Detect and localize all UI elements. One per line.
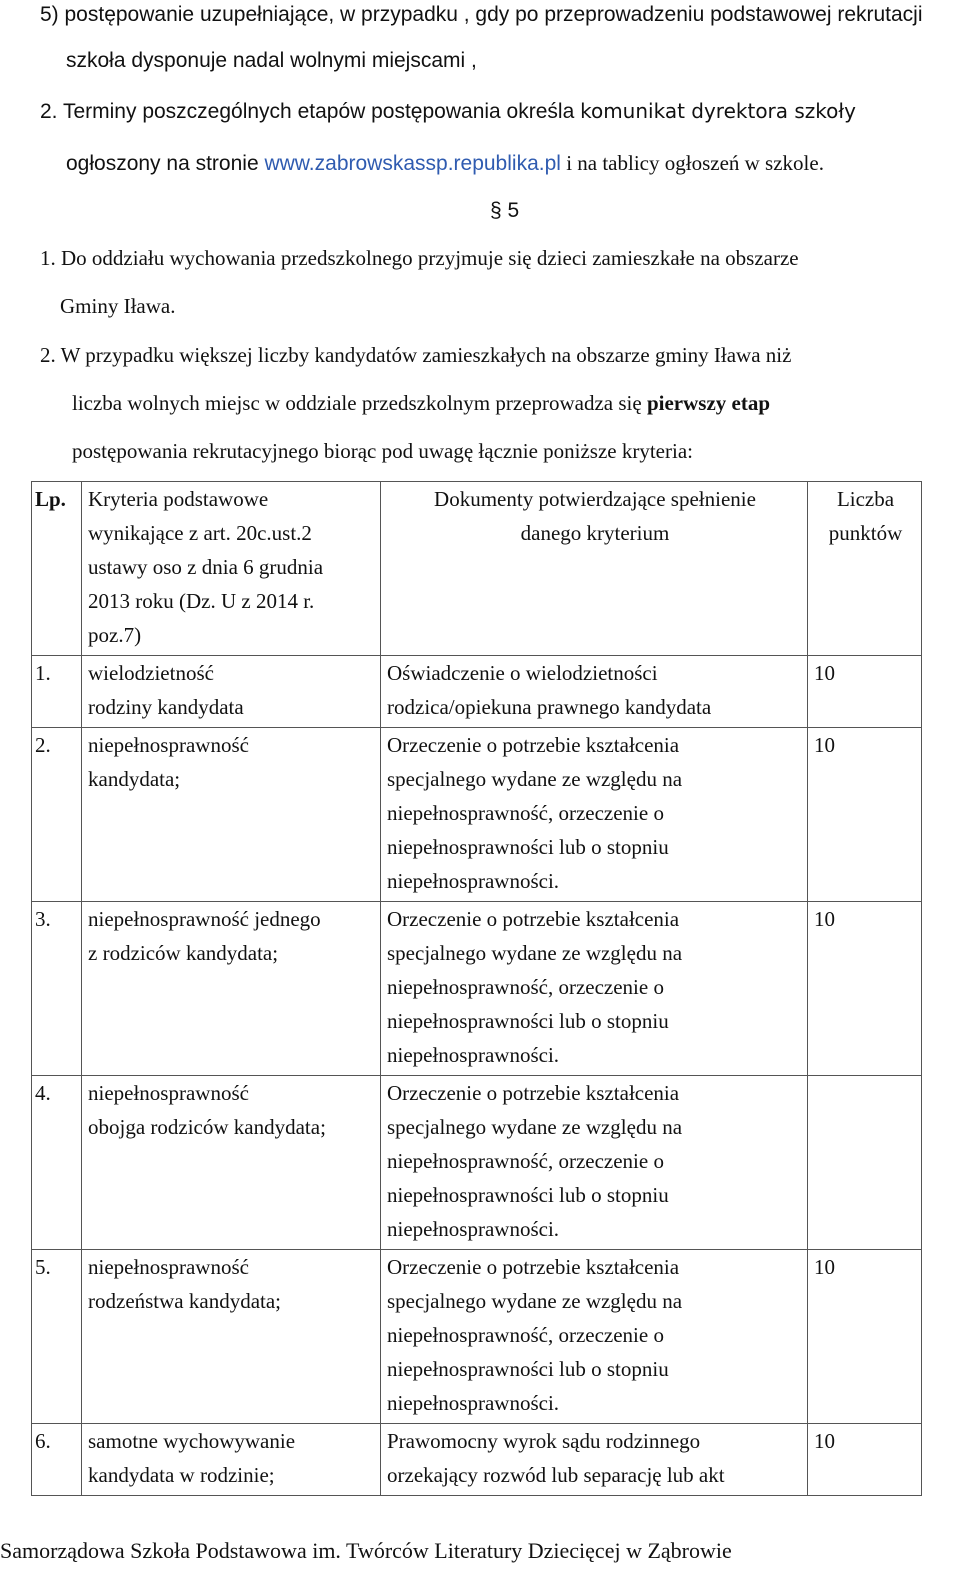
row-document: Orzeczenie o potrzebie kształcenia specjalnego wydane ze względu na niepełnosprawność, orzeczenie o niepełnosprawności lub o stopniu niepełnosprawności.: [381, 902, 808, 1076]
table-row: [32, 728, 922, 902]
row-document: Orzeczenie o potrzebie kształcenia specjalnego wydane ze względu na niepełnosprawność, orzeczenie o niepełnosprawności lub o stopniu niepełnosprawności.: [381, 1076, 808, 1250]
row-criterion: niepełnosprawność obojga rodziców kandydata;: [82, 1076, 381, 1250]
section-5-item-1-line-1: 1. Do oddziału wychowania przedszkolnego przyjmuje się dzieci zamieszkałe na obszarze: [40, 246, 799, 270]
row-points: 10: [808, 1424, 922, 1496]
row-criterion: wielodzietność rodziny kandydata: [82, 656, 381, 728]
row-lp: 2.: [32, 728, 82, 902]
page-footer: Samorządowa Szkoła Podstawowa im. Twórców Literatury Dziecięcej w Ząbrowie: [0, 1538, 732, 1563]
row-document: Orzeczenie o potrzebie kształcenia specjalnego wydane ze względu na niepełnosprawność, orzeczenie o niepełnosprawności lub o stopniu niepełnosprawności.: [381, 1250, 808, 1424]
item-5-line-1: 5) postępowanie uzupełniające, w przypadku , gdy po przeprowadzeniu podstawowej rekrutacji: [40, 3, 923, 26]
row-points: 10: [808, 728, 922, 902]
header-criteria: Kryteria podstawowe wynikające z art. 20c.ust.2 ustawy oso z dnia 6 grudnia 2013 roku (Dz. U z 2014 r. poz.7): [82, 482, 381, 656]
row-lp: 5.: [32, 1250, 82, 1424]
section-5-item-2-line-2: [72, 390, 770, 416]
row-criterion: niepełnosprawność kandydata;: [82, 728, 381, 902]
table-row: [32, 1250, 922, 1424]
row-document: Oświadczenie o wielodzietności rodzica/opiekuna prawnego kandydata: [381, 656, 808, 728]
row-points: [808, 1076, 922, 1250]
table-row: [32, 656, 922, 728]
item-2b-suffix: i na tablicy ogłoszeń w szkole.: [560, 151, 824, 175]
section-5-item-2-line-1: 2. W przypadku większej liczby kandydatów zamieszkałych na obszarze gminy Iława niż: [40, 343, 792, 367]
item-2-continuation: [66, 150, 824, 177]
item-2-terms: [40, 98, 856, 125]
item-5-line-2: szkoła dysponuje nadal wolnymi miejscami ,: [66, 49, 477, 72]
row-criterion: samotne wychowywanie kandydata w rodzinie;: [82, 1424, 381, 1496]
section-5-item-2-line-3: postępowania rekrutacyjnego biorąc pod uwagę łącznie poniższe kryteria:: [72, 439, 693, 463]
header-points: Liczba punktów: [808, 482, 922, 656]
header-documents: Dokumenty potwierdzające spełnienie danego kryterium: [381, 482, 808, 656]
section-5-item-2-text: liczba wolnych miejsc w oddziale przedszkolnym przeprowadza się: [72, 391, 647, 415]
row-points: 10: [808, 902, 922, 1076]
table-header-row: [32, 482, 922, 656]
row-points: 10: [808, 656, 922, 728]
table-row: [32, 1076, 922, 1250]
header-lp: Lp.: [32, 482, 82, 656]
row-document: Orzeczenie o potrzebie kształcenia specjalnego wydane ze względu na niepełnosprawność, orzeczenie o niepełnosprawności lub o stopniu niepełnosprawności.: [381, 728, 808, 902]
table-row: [32, 1424, 922, 1496]
item-2b-text: ogłoszony na stronie: [66, 152, 265, 175]
row-lp: 1.: [32, 656, 82, 728]
item-2-text: 2. Terminy poszczególnych etapów postępowania określa: [40, 100, 581, 123]
item-2-highlight: komunikat dyrektora szkoły: [580, 99, 856, 123]
row-document: Prawomocny wyrok sądu rodzinnego orzekający rozwód lub separację lub akt: [381, 1424, 808, 1496]
section-5-heading: § 5: [490, 199, 520, 222]
first-stage-emphasis: pierwszy etap: [646, 391, 771, 415]
section-5-item-1-line-2: Gminy Iława.: [60, 294, 176, 318]
row-points: 10: [808, 1250, 922, 1424]
row-criterion: niepełnosprawność rodzeństwa kandydata;: [82, 1250, 381, 1424]
school-website-link[interactable]: www.zabrowskassp.republika.pl: [264, 152, 561, 175]
criteria-table: [31, 481, 922, 1496]
table-row: [32, 902, 922, 1076]
row-lp: 6.: [32, 1424, 82, 1496]
row-lp: 4.: [32, 1076, 82, 1250]
row-lp: 3.: [32, 902, 82, 1076]
row-criterion: niepełnosprawność jednego z rodziców kandydata;: [82, 902, 381, 1076]
